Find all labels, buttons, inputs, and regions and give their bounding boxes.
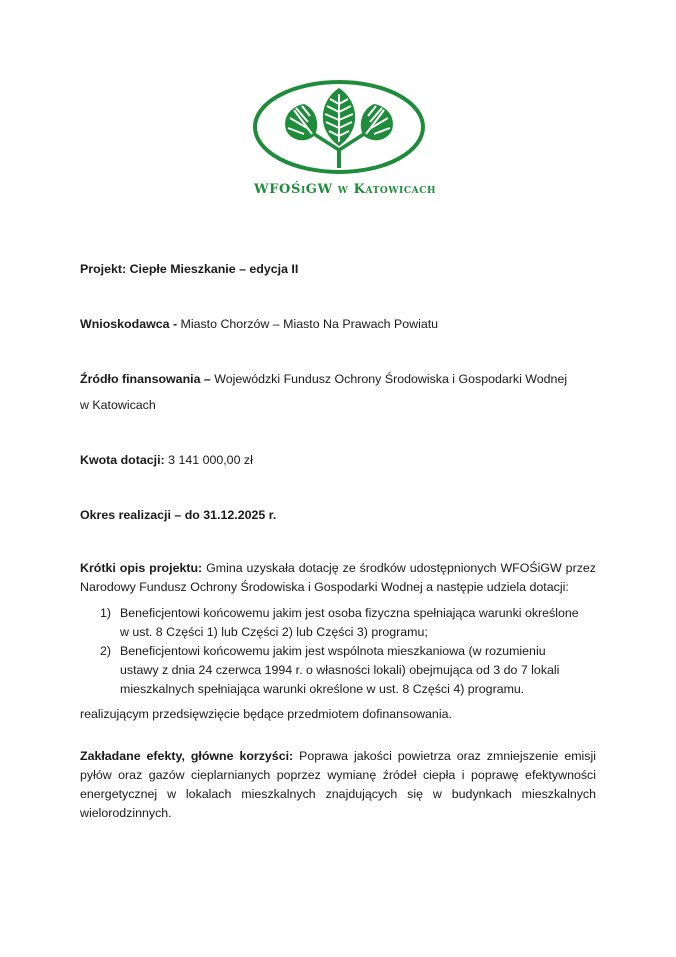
list-item-line: ustawy z dnia 24 czerwca 1994 r. o własności lokali) obejmująca od 3 do 7 lokali <box>120 663 560 677</box>
list-item <box>100 642 590 699</box>
applicant-label: Wnioskodawca - <box>80 317 178 331</box>
effects-label: Zakładane efekty, główne korzyści: <box>80 749 294 763</box>
list-item <box>100 604 590 642</box>
list-item-number: 2) <box>100 644 112 658</box>
wfosigw-leaf-logo-icon <box>252 78 426 176</box>
funding-source-value-cont: w Katowicach <box>80 398 156 412</box>
description-paragraph <box>80 559 596 597</box>
description-text: Gmina uzyskała dotację ze środków udostępnionych WFOŚiGW przez Narodowy Fundusz Ochrony Środowiska i Gospodarki Wodnej a następie udziela dotacji: <box>80 561 596 594</box>
funding-source-label: Źródło finansowania – <box>80 372 211 386</box>
list-item-line: w ust. 8 Części 1) lub Części 2) lub Części 3) programu; <box>120 625 428 639</box>
list-item-line: Beneficjentowi końcowemu jakim jest osoba fizyczna spełniająca warunki określone <box>120 606 579 620</box>
funding-source-value: Wojewódzki Fundusz Ochrony Środowiska i Gospodarki Wodnej <box>210 372 568 386</box>
description-closing: realizującym przedsięwzięcie będące przedmiotem dofinansowania. <box>80 707 452 721</box>
effects-text: Poprawa jakości powietrza oraz zmniejszenie emisji pyłów oraz gazów cieplarnianych poprzez wymianę źródeł ciepła i poprawę efektywności energetycznej w lokalach mieszkalnych znajdujących się w budynkach mieszkalnych wielorodzinnych. <box>80 749 597 820</box>
applicant-value: Miasto Chorzów – Miasto Na Prawach Powiatu <box>177 317 439 331</box>
list-item-number: 1) <box>100 606 112 620</box>
grant-amount-row <box>80 451 253 470</box>
grant-amount-label: Kwota dotacji: <box>80 453 165 467</box>
grant-amount-value: 3 141 000,00 zł <box>164 453 253 467</box>
effects-paragraph <box>80 747 596 823</box>
list-item-line: Beneficjentowi końcowemu jakim jest wspólnota mieszkaniowa (w rozumieniu <box>120 644 546 658</box>
list-item-line: mieszkalnych spełniająca warunki określone w ust. 8 Części 4) programu. <box>120 682 525 696</box>
applicant-row <box>80 315 438 334</box>
realization-period: Okres realizacji – do 31.12.2025 r. <box>80 508 277 522</box>
description-label: Krótki opis projektu: <box>80 561 203 575</box>
project-title: Projekt: Ciepłe Mieszkanie – edycja II <box>80 262 299 276</box>
funding-source-row <box>80 370 567 389</box>
beneficiary-list <box>100 604 590 699</box>
logo-caption: WFOŚiGW w Katowicach <box>254 182 437 197</box>
